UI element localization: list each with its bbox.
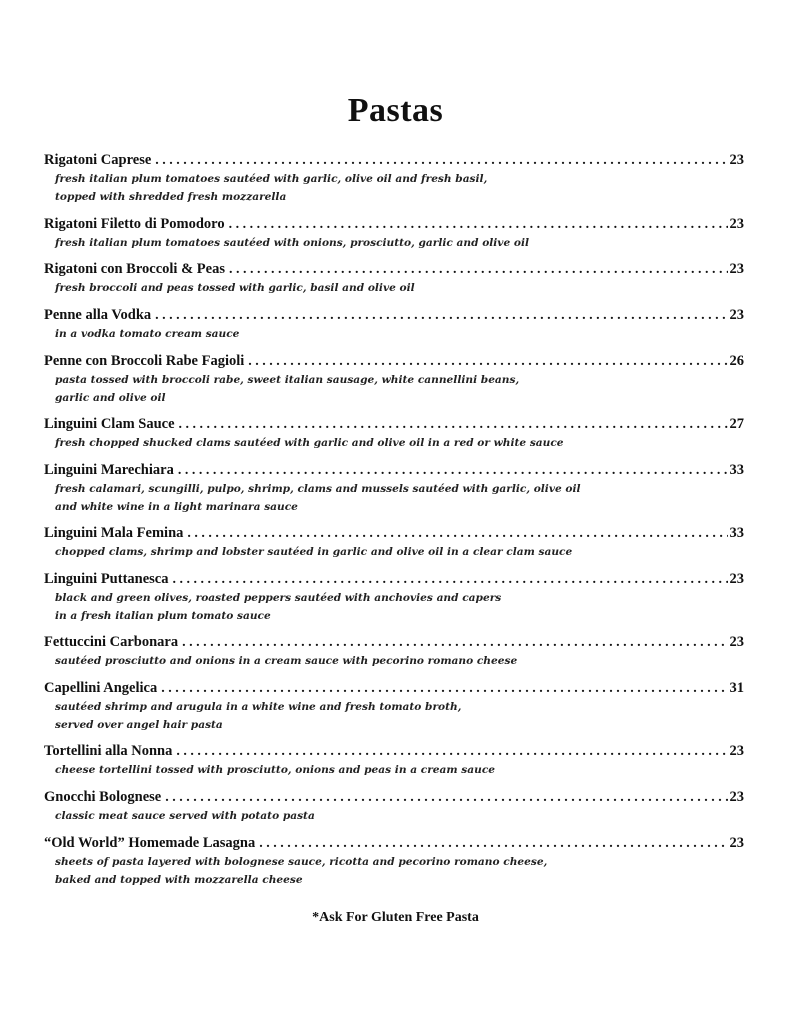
menu-item-name: Tortellini alla Nonna [44,743,173,759]
menu-item-heading [44,414,744,434]
menu-item-description: baked and topped with mozzarella cheese [55,874,303,886]
menu-item-name: Linguini Clam Sauce [44,416,175,432]
menu-item-description: classic meat sauce served with potato pasta [55,810,315,822]
menu-item [44,150,744,206]
menu-item [44,460,744,516]
menu-item-name: Rigatoni Filetto di Pomodoro [44,216,225,232]
menu-item-heading [44,305,744,325]
menu-item-price: 23 [729,743,744,759]
dot-leader [187,524,727,544]
menu-item-description: in a fresh italian plum tomato sauce [55,610,271,622]
menu-item-description: fresh chopped shucked clams sautéed with garlic and olive oil in a red or white sauce [55,437,564,449]
dot-leader [229,260,728,280]
menu-item [44,678,744,734]
menu-item-description: sheets of pasta layered with bolognese sauce, ricotta and pecorino romano cheese, [55,856,548,868]
menu-item-description: fresh italian plum tomatoes sautéed with garlic, olive oil and fresh basil, [55,173,488,185]
menu-item-heading [44,351,744,371]
menu-item-description: garlic and olive oil [55,392,166,404]
dot-leader [179,415,728,435]
menu-item-price: 33 [729,525,744,541]
dot-leader [155,306,727,326]
menu-item-price: 23 [729,789,744,805]
menu-item-name: Linguini Marechiara [44,462,174,478]
menu-item-price: 23 [729,571,744,587]
menu-item-price: 23 [729,216,744,232]
menu-item-price: 23 [729,261,744,277]
menu-item-heading [44,569,744,589]
menu-item-description: fresh italian plum tomatoes sautéed with onions, prosciutto, garlic and olive oil [55,237,530,249]
menu-item-description: fresh broccoli and peas tossed with garlic, basil and olive oil [55,282,415,294]
dot-leader [229,215,728,235]
dot-leader [155,151,727,171]
menu-item-name: Fettuccini Carbonara [44,634,179,650]
menu-item-description: sautéed prosciutto and onions in a cream sauce with pecorino romano cheese [55,655,518,667]
menu-item-description: black and green olives, roasted peppers sautéed with anchovies and capers [55,592,502,604]
menu-item [44,741,744,779]
menu-item [44,523,744,561]
menu-item-price: 23 [729,307,744,323]
dot-leader [178,461,728,481]
menu-item-heading [44,678,744,698]
menu-item-heading [44,787,744,807]
dot-leader [176,742,727,762]
dot-leader [172,570,727,590]
menu-item-heading [44,214,744,234]
dot-leader [161,679,727,699]
dot-leader [182,633,727,653]
menu-item-price: 26 [729,353,744,369]
menu-item-name: Penne con Broccoli Rabe Fagioli [44,353,245,369]
menu-item-description: sautéed shrimp and arugula in a white wine and fresh tomato broth, [55,701,462,713]
menu-item [44,351,744,407]
menu-item-name: Rigatoni con Broccoli & Peas [44,261,225,277]
menu-item-price: 33 [729,462,744,478]
menu-item-heading [44,741,744,761]
menu-item [44,214,744,252]
menu-item-price: 31 [729,680,744,696]
menu-item-name: Rigatoni Caprese [44,152,152,168]
menu-item-price: 23 [729,835,744,851]
menu-item [44,787,744,825]
menu-item-description: cheese tortellini tossed with prosciutto, onions and peas in a cream sauce [55,764,496,776]
dot-leader [165,788,727,808]
menu-item [44,569,744,625]
dot-leader [248,352,727,372]
gluten-free-note: *Ask For Gluten Free Pasta [312,910,479,925]
menu-item [44,305,744,343]
menu-item-description: chopped clams, shrimp and lobster sautéed in garlic and olive oil in a clear clam sauce [55,546,573,558]
menu-item-description: in a vodka tomato cream sauce [55,328,240,340]
menu-item-name: Linguini Puttanesca [44,571,169,587]
menu-item-heading [44,259,744,279]
menu-item [44,414,744,452]
menu-item-heading [44,460,744,480]
menu-item-name: Gnocchi Bolognese [44,789,162,805]
menu-item-description: topped with shredded fresh mozzarella [55,191,287,203]
menu-item-price: 23 [729,634,744,650]
menu-item-heading [44,833,744,853]
menu-item-description: fresh calamari, scungilli, pulpo, shrimp, clams and mussels sautéed with garlic, olive oil [55,483,581,495]
menu-item-heading [44,150,744,170]
menu-item [44,259,744,297]
menu-item-name: Penne alla Vodka [44,307,152,323]
menu-item-description: and white wine in a light marinara sauce [55,501,298,513]
menu-item-heading [44,523,744,543]
menu-item-price: 23 [729,152,744,168]
menu-item-name: Linguini Mala Femina [44,525,184,541]
page-title: Pastas [347,92,444,129]
dot-leader [259,834,727,854]
menu-item-description: served over angel hair pasta [55,719,223,731]
menu-item [44,833,744,889]
menu-item-name: “Old World” Homemade Lasagna [44,835,256,851]
menu-item-heading [44,632,744,652]
menu-item-description: pasta tossed with broccoli rabe, sweet italian sausage, white cannellini beans, [55,374,520,386]
menu-item-name: Capellini Angelica [44,680,158,696]
menu-item-price: 27 [729,416,744,432]
menu-item [44,632,744,670]
